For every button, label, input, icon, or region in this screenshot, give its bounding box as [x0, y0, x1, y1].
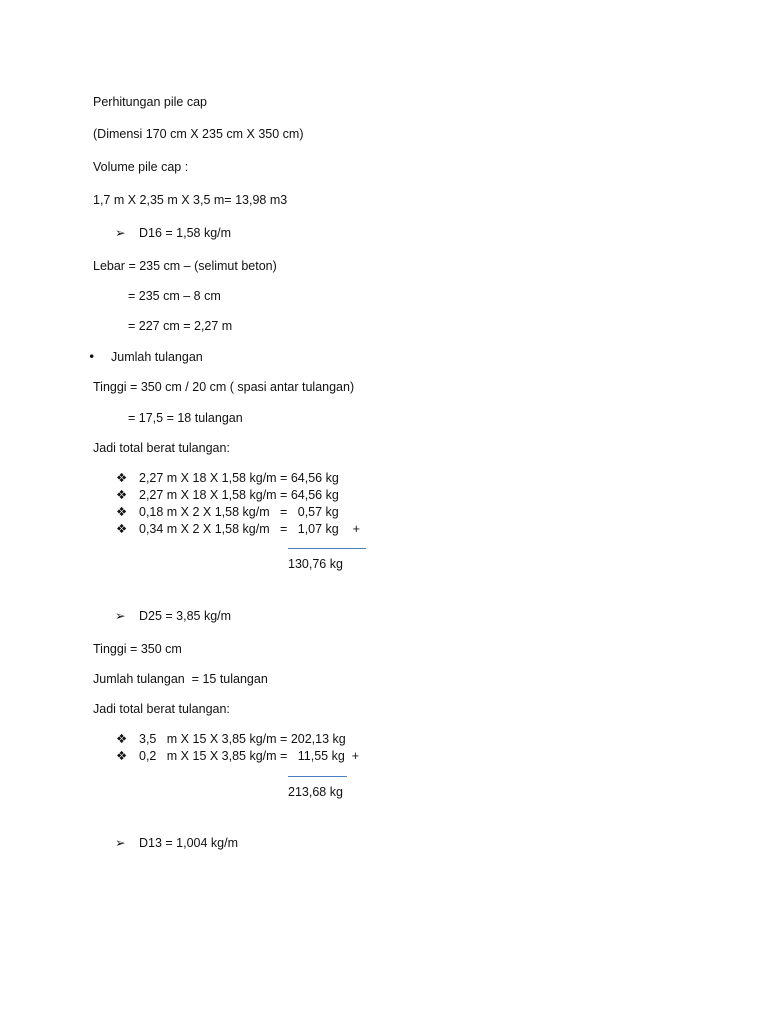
arrowhead-bullet-icon: ➢ [115, 835, 126, 850]
four-diamond-bullet-icon: ❖ [116, 521, 128, 536]
tinggi-line-2: = 17,5 = 18 tulangan [128, 411, 243, 425]
jumlah-heading: Jumlah tulangan [111, 350, 203, 364]
round-bullet-icon: • [88, 349, 96, 364]
sum-rule [288, 776, 347, 777]
four-diamond-bullet-icon: ❖ [116, 504, 128, 519]
volume-calc: 1,7 m X 2,35 m X 3,5 m= 13,98 m3 [93, 193, 288, 207]
d16-sum: 130,76 kg [288, 557, 343, 571]
d25-tinggi: Tinggi = 350 cm [93, 642, 182, 656]
dimensions-text: (Dimensi 170 cm X 235 cm X 350 cm) [93, 127, 304, 141]
d16-item: 0,18 m X 2 X 1,58 kg/m = 0,57 kg [139, 505, 339, 519]
lebar-line-3: = 227 cm = 2,27 m [128, 319, 233, 333]
d25-sum: 213,68 kg [288, 785, 343, 799]
sum-rule [288, 548, 366, 549]
tinggi-line-1: Tinggi = 350 cm / 20 cm ( spasi antar tulangan) [93, 380, 355, 394]
d16-item: 0,34 m X 2 X 1,58 kg/m = 1,07 kg + [139, 522, 360, 536]
total-heading-d16: Jadi total berat tulangan: [93, 441, 230, 455]
arrowhead-bullet-icon: ➢ [115, 608, 126, 623]
four-diamond-bullet-icon: ❖ [116, 470, 128, 485]
doc-title: Perhitungan pile cap [93, 95, 207, 109]
d25-label: D25 = 3,85 kg/m [139, 609, 232, 623]
four-diamond-bullet-icon: ❖ [116, 748, 128, 763]
lebar-line-1: Lebar = 235 cm – (selimut beton) [93, 259, 277, 273]
d16-item: 2,27 m X 18 X 1,58 kg/m = 64,56 kg [139, 471, 339, 485]
four-diamond-bullet-icon: ❖ [116, 731, 128, 746]
d25-item: 0,2 m X 15 X 3,85 kg/m = 11,55 kg + [139, 749, 360, 763]
d16-label: D16 = 1,58 kg/m [139, 226, 232, 240]
arrowhead-bullet-icon: ➢ [115, 225, 126, 240]
d25-jumlah: Jumlah tulangan = 15 tulangan [93, 672, 268, 686]
lebar-line-2: = 235 cm – 8 cm [128, 289, 221, 303]
four-diamond-bullet-icon: ❖ [116, 487, 128, 502]
total-heading-d25: Jadi total berat tulangan: [93, 702, 230, 716]
d16-item: 2,27 m X 18 X 1,58 kg/m = 64,56 kg [139, 488, 339, 502]
volume-heading: Volume pile cap : [93, 160, 189, 174]
d25-item: 3,5 m X 15 X 3,85 kg/m = 202,13 kg [139, 732, 346, 746]
d13-label: D13 = 1,004 kg/m [139, 836, 239, 850]
